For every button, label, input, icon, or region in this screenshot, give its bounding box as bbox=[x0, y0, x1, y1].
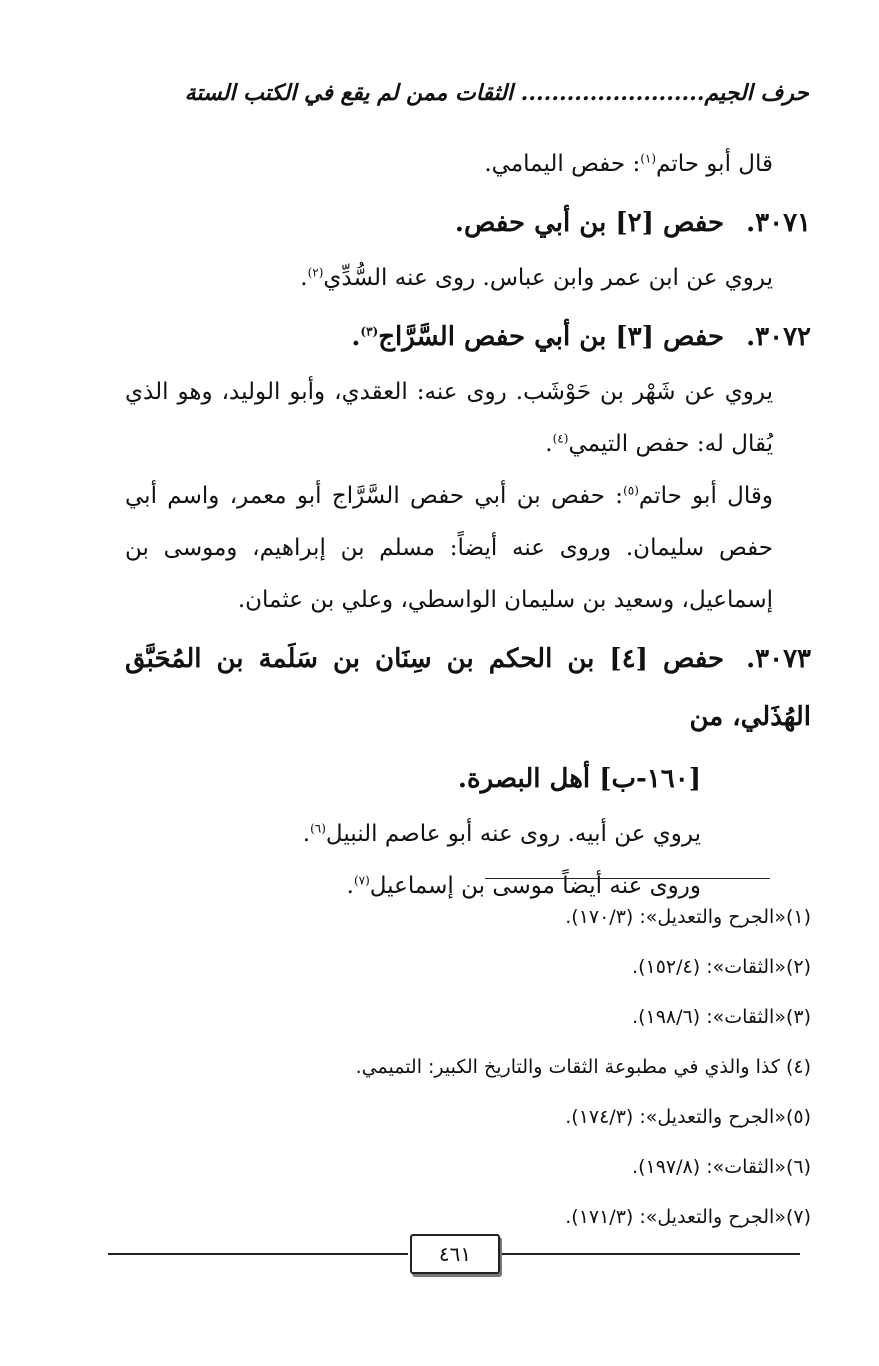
entry-number: ٣٠٧٣. bbox=[746, 644, 811, 674]
footnote-2: (٢)«الثقات»: (١٥٢/٤). bbox=[632, 956, 811, 978]
text: . bbox=[346, 873, 354, 899]
text: . bbox=[351, 322, 361, 352]
entry-3073-text-1 bbox=[125, 808, 811, 860]
running-header: حرف الجيم........................ الثقات ممن لم يقع في الكتب الستة bbox=[184, 80, 809, 106]
footnote-4: (٤) كذا والذي في مطبوعة الثقات والتاريخ الكبير: التميمي. bbox=[355, 1056, 811, 1078]
paragraph-abu-hatim-1 bbox=[125, 138, 811, 190]
entry-3072-text-2 bbox=[125, 470, 811, 626]
footnote-ref-5: (٥) bbox=[623, 483, 639, 498]
footnote-5: (٥)«الجرح والتعديل»: (١٧٤/٣). bbox=[565, 1106, 811, 1128]
text: . bbox=[302, 821, 311, 847]
text: : حفص اليمامي. bbox=[484, 151, 641, 177]
main-text bbox=[125, 138, 811, 912]
entry-3073-heading-cont: [١٦٠-ب] أهل البصرة. bbox=[457, 764, 701, 794]
text: قال أبو حاتم bbox=[656, 151, 773, 177]
footnote-7: (٧)«الجرح والتعديل»: (١٧١/٣). bbox=[565, 1206, 811, 1228]
footnote-6: (٦)«الثقات»: (١٩٧/٨). bbox=[632, 1156, 811, 1178]
footnotes bbox=[125, 892, 811, 1242]
entry-title: حفص [٤] بن الحكم بن سِنَان بن سَلَمة بن المُحَبَّق الهُذَلي، من bbox=[125, 644, 811, 732]
text: وقال أبو حاتم bbox=[638, 483, 773, 509]
text: : حفص بن أبي حفص السَّرَّاج أبو معمر، واسم أبي حفص سليمان. وروى عنه أيضاً: مسلم بن إبراهيم، وموسى بن إسماعيل، وسعيد بن سليمان الواسطي، وعلي بن عثمان. bbox=[125, 483, 773, 613]
text: . bbox=[300, 265, 308, 291]
footnote-ref-2: (٢) bbox=[307, 265, 324, 280]
text: يروي عن ابن عمر وابن عباس. روى عنه السُّدِّي bbox=[323, 265, 773, 291]
footnote-ref-7: (٧) bbox=[353, 873, 370, 888]
text: يروي عن أبيه. روى عنه أبو عاصم النبيل bbox=[325, 821, 701, 847]
text: . bbox=[545, 431, 553, 457]
text: وروى عنه أيضاً موسى بن إسماعيل bbox=[369, 873, 701, 899]
entry-number: ٣٠٧١. bbox=[746, 208, 811, 238]
entry-3071-text bbox=[125, 252, 811, 304]
footnote-ref-6: (٦) bbox=[310, 821, 326, 836]
entry-title: حفص [٣] بن أبي حفص السَّرَّاج bbox=[378, 322, 725, 352]
footnote-ref-1: (١) bbox=[640, 151, 657, 166]
page-number: ٤٦١ bbox=[410, 1234, 500, 1274]
footnote-ref-3: (٣) bbox=[360, 324, 379, 339]
footnote-ref-4: (٤) bbox=[552, 431, 569, 446]
footnote-divider bbox=[485, 878, 770, 879]
entry-3071-heading bbox=[125, 194, 811, 252]
text: يروي عن شَهْر بن حَوْشَب. روى عنه: العقدي، وأبو الوليد، وهو الذي يُقال له: حفص التيمي bbox=[125, 379, 773, 457]
entry-3072-text-1 bbox=[125, 366, 811, 470]
footer-rule-left bbox=[108, 1253, 408, 1255]
footer-rule-right bbox=[500, 1253, 800, 1255]
footnote-1: (١)«الجرح والتعديل»: (١٧٠/٣). bbox=[565, 906, 811, 928]
entry-number: ٣٠٧٢. bbox=[746, 322, 811, 352]
footnote-3: (٣)«الثقات»: (١٩٨/٦). bbox=[632, 1006, 811, 1028]
entry-title: حفص [٢] بن أبي حفص. bbox=[454, 208, 725, 238]
entry-3073-heading bbox=[125, 630, 811, 746]
entry-3072-heading bbox=[125, 308, 811, 366]
